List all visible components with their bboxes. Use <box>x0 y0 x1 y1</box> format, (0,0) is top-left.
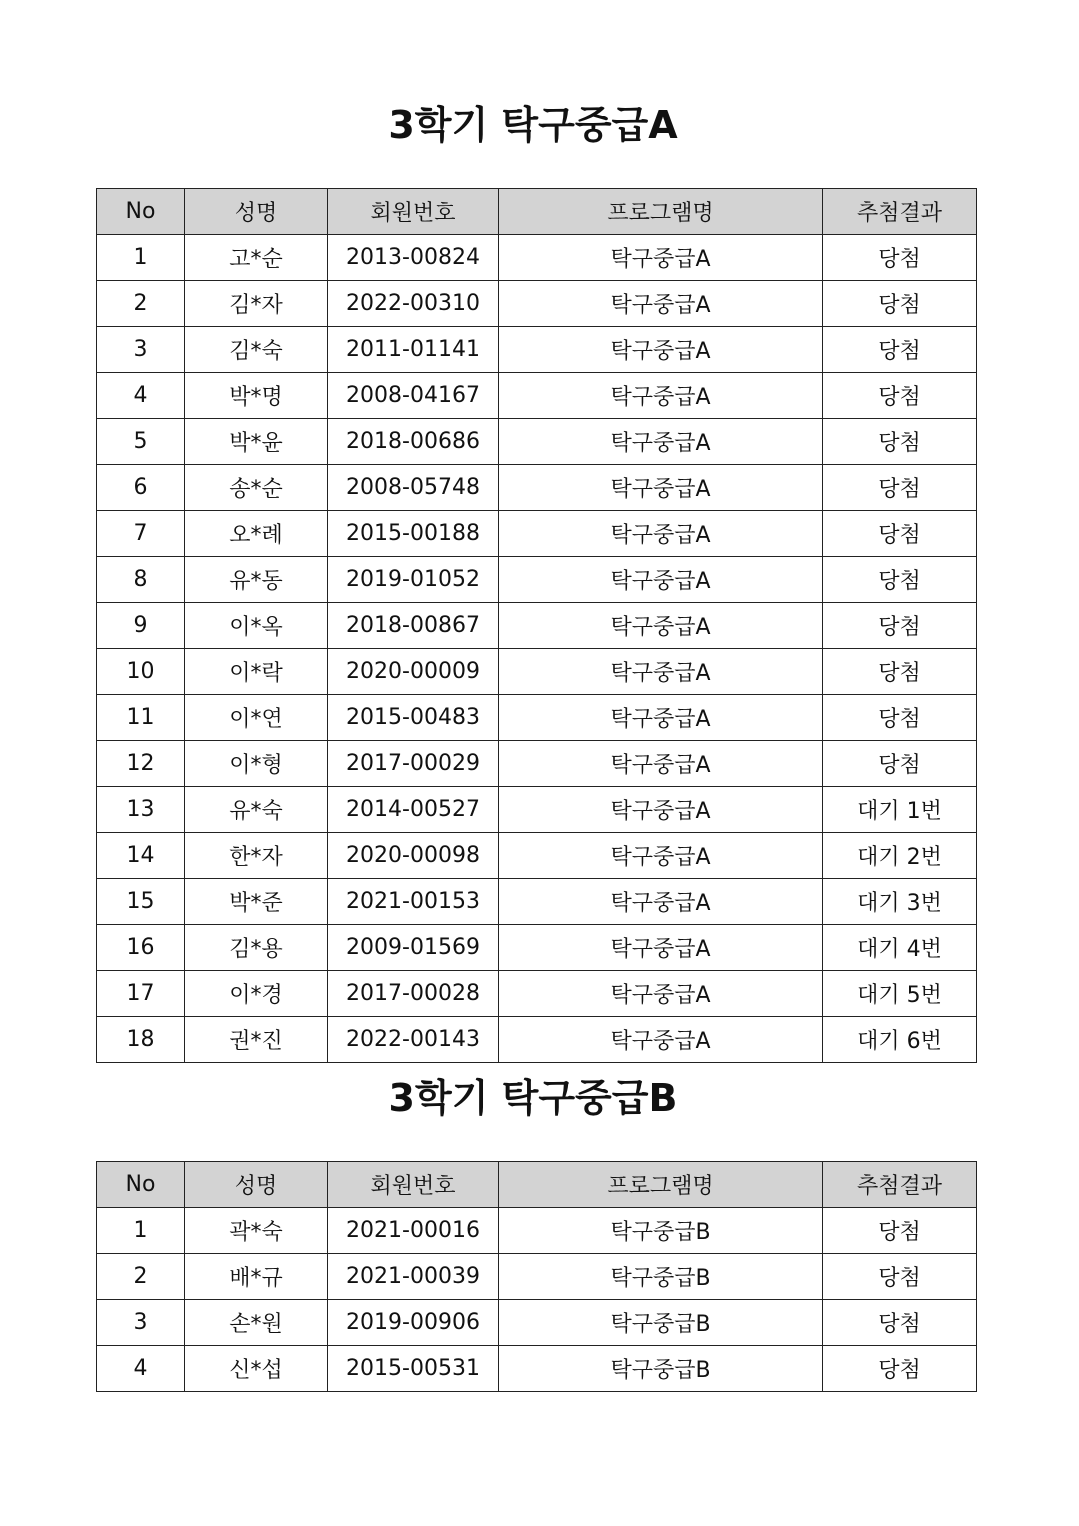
cell-member-no: 2021-00039 <box>328 1254 499 1300</box>
cell-result: 당첨 <box>823 1300 977 1346</box>
cell-program: 탁구중급B <box>499 1346 823 1392</box>
cell-member-no: 2011-01141 <box>328 327 499 373</box>
cell-member-no: 2020-00098 <box>328 833 499 879</box>
cell-program: 탁구중급A <box>499 925 823 971</box>
cell-no: 4 <box>97 1346 185 1392</box>
cell-program: 탁구중급A <box>499 695 823 741</box>
cell-member-no: 2018-00867 <box>328 603 499 649</box>
cell-result: 당첨 <box>823 373 977 419</box>
table-row <box>97 419 977 465</box>
table-row <box>97 971 977 1017</box>
cell-program: 탁구중급A <box>499 511 823 557</box>
cell-result: 대기 2번 <box>823 833 977 879</box>
cell-name: 권*진 <box>185 1017 328 1063</box>
cell-name: 고*순 <box>185 235 328 281</box>
cell-name: 배*규 <box>185 1254 328 1300</box>
cell-no: 9 <box>97 603 185 649</box>
cell-no: 6 <box>97 465 185 511</box>
section-b-title: 3학기 탁구중급B <box>388 1076 678 1120</box>
cell-name: 김*용 <box>185 925 328 971</box>
cell-member-no: 2018-00686 <box>328 419 499 465</box>
cell-result: 당첨 <box>823 465 977 511</box>
table-row <box>97 925 977 971</box>
cell-name: 김*자 <box>185 281 328 327</box>
cell-result: 당첨 <box>823 557 977 603</box>
cell-no: 3 <box>97 1300 185 1346</box>
cell-member-no: 2015-00188 <box>328 511 499 557</box>
cell-name: 김*숙 <box>185 327 328 373</box>
cell-result: 당첨 <box>823 419 977 465</box>
cell-name: 신*섭 <box>185 1346 328 1392</box>
cell-program: 탁구중급A <box>499 557 823 603</box>
cell-no: 11 <box>97 695 185 741</box>
cell-no: 13 <box>97 787 185 833</box>
header-member-no: 회원번호 <box>328 1162 499 1208</box>
cell-result: 당첨 <box>823 327 977 373</box>
cell-no: 16 <box>97 925 185 971</box>
cell-result: 당첨 <box>823 281 977 327</box>
cell-no: 17 <box>97 971 185 1017</box>
cell-result: 대기 3번 <box>823 879 977 925</box>
cell-member-no: 2021-00016 <box>328 1208 499 1254</box>
cell-no: 12 <box>97 741 185 787</box>
cell-member-no: 2020-00009 <box>328 649 499 695</box>
table-row <box>97 1208 977 1254</box>
cell-member-no: 2019-00906 <box>328 1300 499 1346</box>
cell-result: 대기 1번 <box>823 787 977 833</box>
cell-result: 당첨 <box>823 603 977 649</box>
cell-no: 2 <box>97 281 185 327</box>
section-b-table <box>96 1161 977 1392</box>
cell-program: 탁구중급B <box>499 1300 823 1346</box>
cell-no: 18 <box>97 1017 185 1063</box>
header-result: 추첨결과 <box>823 189 977 235</box>
cell-no: 7 <box>97 511 185 557</box>
table-row <box>97 235 977 281</box>
cell-name: 손*원 <box>185 1300 328 1346</box>
cell-member-no: 2015-00483 <box>328 695 499 741</box>
header-name: 성명 <box>185 1162 328 1208</box>
cell-no: 10 <box>97 649 185 695</box>
cell-no: 1 <box>97 235 185 281</box>
cell-no: 3 <box>97 327 185 373</box>
cell-no: 15 <box>97 879 185 925</box>
header-program: 프로그램명 <box>499 189 823 235</box>
cell-name: 박*명 <box>185 373 328 419</box>
cell-program: 탁구중급A <box>499 281 823 327</box>
cell-no: 4 <box>97 373 185 419</box>
section-a-title: 3학기 탁구중급A <box>388 103 678 147</box>
cell-name: 이*경 <box>185 971 328 1017</box>
cell-result: 대기 5번 <box>823 971 977 1017</box>
header-member-no: 회원번호 <box>328 189 499 235</box>
table-row <box>97 1017 977 1063</box>
cell-program: 탁구중급A <box>499 879 823 925</box>
cell-program: 탁구중급B <box>499 1208 823 1254</box>
section-a-rows <box>97 235 977 1063</box>
cell-member-no: 2015-00531 <box>328 1346 499 1392</box>
cell-member-no: 2008-05748 <box>328 465 499 511</box>
cell-member-no: 2009-01569 <box>328 925 499 971</box>
cell-result: 당첨 <box>823 1254 977 1300</box>
cell-program: 탁구중급A <box>499 833 823 879</box>
cell-program: 탁구중급A <box>499 787 823 833</box>
cell-member-no: 2021-00153 <box>328 879 499 925</box>
header-no: No <box>97 1162 185 1208</box>
table-row <box>97 695 977 741</box>
cell-no: 14 <box>97 833 185 879</box>
table-row <box>97 327 977 373</box>
cell-name: 이*락 <box>185 649 328 695</box>
cell-name: 송*순 <box>185 465 328 511</box>
header-name: 성명 <box>185 189 328 235</box>
section-a-table <box>96 188 977 1063</box>
table-row <box>97 1346 977 1392</box>
section-b-rows <box>97 1208 977 1392</box>
cell-member-no: 2017-00028 <box>328 971 499 1017</box>
cell-result: 당첨 <box>823 649 977 695</box>
cell-member-no: 2019-01052 <box>328 557 499 603</box>
cell-program: 탁구중급A <box>499 741 823 787</box>
cell-member-no: 2017-00029 <box>328 741 499 787</box>
cell-program: 탁구중급A <box>499 419 823 465</box>
cell-result: 당첨 <box>823 511 977 557</box>
cell-program: 탁구중급A <box>499 373 823 419</box>
header-no: No <box>97 189 185 235</box>
cell-name: 한*자 <box>185 833 328 879</box>
cell-program: 탁구중급A <box>499 971 823 1017</box>
table-row <box>97 1254 977 1300</box>
cell-name: 이*옥 <box>185 603 328 649</box>
cell-result: 당첨 <box>823 741 977 787</box>
table-row <box>97 465 977 511</box>
cell-member-no: 2008-04167 <box>328 373 499 419</box>
cell-result: 대기 6번 <box>823 1017 977 1063</box>
cell-result: 당첨 <box>823 1208 977 1254</box>
table-row <box>97 741 977 787</box>
cell-member-no: 2014-00527 <box>328 787 499 833</box>
cell-program: 탁구중급A <box>499 603 823 649</box>
cell-member-no: 2022-00310 <box>328 281 499 327</box>
cell-no: 1 <box>97 1208 185 1254</box>
cell-no: 5 <box>97 419 185 465</box>
cell-program: 탁구중급B <box>499 1254 823 1300</box>
cell-member-no: 2022-00143 <box>328 1017 499 1063</box>
cell-result: 당첨 <box>823 1346 977 1392</box>
table-row <box>97 649 977 695</box>
cell-name: 오*례 <box>185 511 328 557</box>
cell-result: 대기 4번 <box>823 925 977 971</box>
cell-result: 당첨 <box>823 235 977 281</box>
cell-name: 유*동 <box>185 557 328 603</box>
table-header-row <box>97 189 977 235</box>
cell-member-no: 2013-00824 <box>328 235 499 281</box>
cell-program: 탁구중급A <box>499 465 823 511</box>
header-result: 추첨결과 <box>823 1162 977 1208</box>
table-row <box>97 879 977 925</box>
cell-name: 곽*숙 <box>185 1208 328 1254</box>
cell-program: 탁구중급A <box>499 1017 823 1063</box>
cell-program: 탁구중급A <box>499 327 823 373</box>
cell-name: 유*숙 <box>185 787 328 833</box>
table-row <box>97 833 977 879</box>
table-row <box>97 787 977 833</box>
table-row <box>97 511 977 557</box>
cell-no: 8 <box>97 557 185 603</box>
header-program: 프로그램명 <box>499 1162 823 1208</box>
table-row <box>97 603 977 649</box>
cell-name: 이*연 <box>185 695 328 741</box>
cell-result: 당첨 <box>823 695 977 741</box>
cell-name: 박*윤 <box>185 419 328 465</box>
table-row <box>97 373 977 419</box>
table-row <box>97 1300 977 1346</box>
table-row <box>97 281 977 327</box>
table-header-row <box>97 1162 977 1208</box>
cell-name: 이*형 <box>185 741 328 787</box>
cell-program: 탁구중급A <box>499 649 823 695</box>
table-row <box>97 557 977 603</box>
cell-no: 2 <box>97 1254 185 1300</box>
cell-program: 탁구중급A <box>499 235 823 281</box>
cell-name: 박*준 <box>185 879 328 925</box>
